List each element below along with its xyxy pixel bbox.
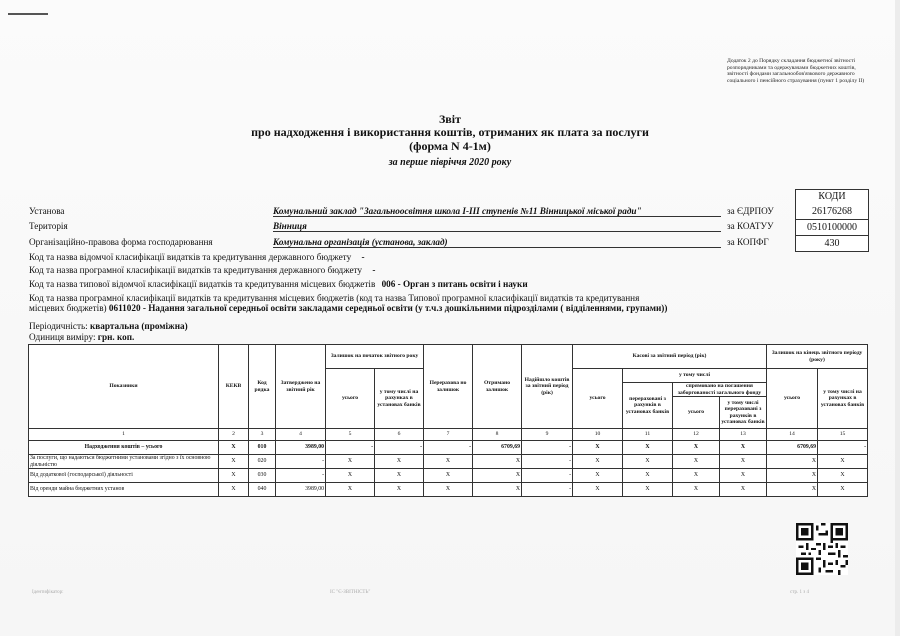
classifier-line-4b [29,303,667,313]
territory-label: Територія [29,221,68,231]
table-cell: - [424,441,473,455]
page-edge [895,0,900,636]
column-number: 14 [767,429,818,441]
table-cell: - [326,441,375,455]
org-form-label: Організаційно-правова форма господарювання [29,237,213,247]
kopfg-label: за КОПФГ [727,237,769,247]
table-cell: Х [326,483,375,497]
column-number: 4 [276,429,326,441]
table-cell: Х [767,455,818,469]
classifier-line-1 [29,252,365,262]
table-cell: Х [573,483,623,497]
th-start-total: усього [326,369,375,429]
footer-id: Ідентифікатор: [32,590,64,595]
table-cell: Х [818,455,868,469]
table-row [29,483,868,497]
footer-system: ІС "Є-ЗВІТНІСТЬ" [330,590,371,595]
table-cell: Х [623,483,673,497]
footer-page: стр. 1 з 4 [790,590,809,595]
th-spent: спрямовано на погашення заборгованості загального фонду [673,383,767,397]
table-cell: Х [720,483,767,497]
table-cell: 3989,00 [276,441,326,455]
table-cell: Х [720,441,767,455]
row-label: Надходження коштів – усього [29,441,219,455]
report-period: за перше півріччя 2020 року [388,157,512,168]
report-form-number: (форма N 4-1м) [409,139,491,153]
th-transferred: перераховані з рахунків в установах банків [623,383,673,429]
th-indicators: Показники [29,345,219,429]
unit [29,332,134,342]
column-number: 9 [522,429,573,441]
classifier-4-prefix: місцевих бюджетів) [29,303,107,313]
table-cell: Х [673,441,720,455]
column-number: 10 [573,429,623,441]
th-start-bank: у тому числі на рахунках в установах банків [375,369,424,429]
classifier-line-3 [29,279,528,289]
table-cell: Х [720,455,767,469]
table-cell: - [522,441,573,455]
table-cell: Х [326,455,375,469]
classifier-1-label: Код та назва відомчої класифікації видатків та кредитування державного бюджету [29,252,352,262]
table-cell: Х [720,469,767,483]
column-number: 6 [375,429,424,441]
column-number: 15 [818,429,868,441]
th-end-balance: Залишок на кінець звітного періоду (року) [767,345,868,369]
th-transfer: Перерахова но залишок [424,345,473,429]
th-start-balance: Залишок на початок звітного року [326,345,424,369]
table-cell: Х [473,483,522,497]
table-cell: 020 [249,455,276,469]
katottg-label: за КОАТУУ [727,221,774,231]
table-cell: - [276,469,326,483]
table-cell: 3989,00 [276,483,326,497]
table-cell: Х [473,455,522,469]
table-cell: - [522,483,573,497]
classifier-3-label: Код та назва типової відомчої класифікації видатків та кредитування місцевих бюджетів [29,279,376,289]
unit-label: Одиниця виміру: [29,332,96,342]
th-end-total: усього [767,369,818,429]
th-end-bank: у тому числі на рахунках в установах банків [818,369,868,429]
table-cell: 6709,69 [473,441,522,455]
table-cell: - [375,441,424,455]
report-title: Звіт [438,112,462,126]
code-kopfg: 430 [824,238,840,249]
code-katottg: 0510100000 [796,220,868,236]
table-cell: Х [673,455,720,469]
classifier-2-value: - [372,265,376,275]
table-cell: Х [219,483,249,497]
table-cell: Х [818,469,868,483]
th-incl: у тому числі [623,369,767,383]
classifier-1-value: - [361,252,365,262]
column-number: 2 [219,429,249,441]
table-cell: Х [767,469,818,483]
table-cell: Х [219,469,249,483]
table-cell: Х [375,469,424,483]
org-form-value: Комунальна організація (установа, заклад) [273,237,721,248]
th-kekv: КЕКВ [219,345,249,429]
edrpou-label: за ЄДРПОУ [727,206,774,216]
table-cell: Х [623,441,673,455]
scan-mark [8,13,48,15]
code-edrpou: 26176268 [796,204,868,220]
territory-value: Вінниця [273,221,721,232]
codes-column [795,204,869,252]
table-row [29,455,868,469]
institution-value: Комунальний заклад "Загальноосвітня школа І-ІІІ ступенів №11 Вінницької міської ради" [273,206,721,217]
column-number: 7 [424,429,473,441]
column-number: 5 [326,429,375,441]
th-code: Код рядка [249,345,276,429]
table-cell: Х [219,455,249,469]
table-cell: Х [623,455,673,469]
classifier-3-value: 006 - Орган з питань освіти і науки [381,279,528,289]
table-cell: Х [767,483,818,497]
table-cell: Х [219,441,249,455]
classifier-2-label: Код та назва програмної класифікації видатків та кредитування державного бюджету [29,265,363,275]
qr-code-icon [796,523,848,575]
th-income: Надійшло коштів за звітний період (рік) [522,345,573,429]
table-cell: Х [573,469,623,483]
column-number: 1 [29,429,219,441]
table-cell: Х [573,455,623,469]
periodicity-value: квартальна (проміжна) [90,321,188,331]
column-number: 13 [720,429,767,441]
row-label: За послуги, що надаються бюджетними установами згідно з їх основною діяльністю [29,455,219,469]
table-cell: - [522,455,573,469]
report-table [28,344,868,497]
table-cell: 040 [249,483,276,497]
table-cell: 030 [249,469,276,483]
table-cell: Х [473,469,522,483]
column-number: 3 [249,429,276,441]
table-cell: Х [375,483,424,497]
table-row [29,469,868,483]
table-cell: - [276,455,326,469]
classifier-line-4a: Код та назва програмної класифікації видатків та кредитування місцевих бюджетів (код та назва Типової програмної класифікації видатків та кредитування [29,293,640,303]
periodicity-label: Періодичність: [29,321,88,331]
codes-header: КОДИ [795,189,869,205]
table-cell: 6709,69 [767,441,818,455]
appendix-note: Додаток 2 до Порядку складання бюджетної звітності розпорядниками та одержувачами бюджетних коштів, звітності фондами загальнообов'язкового державного соціального і пенсійного страхування (пункт 1 розділу II) [727,58,865,84]
row-label: Від додаткової (господарської) діяльності [29,469,219,483]
th-received: Отримано залишок [473,345,522,429]
table-cell: Х [375,455,424,469]
column-number: 11 [623,429,673,441]
table-cell: Х [326,469,375,483]
table-cell: - [522,469,573,483]
table-cell: Х [424,455,473,469]
row-label: Від оренди майна бюджетних установ [29,483,219,497]
table-cell: Х [424,483,473,497]
table-cell: Х [573,441,623,455]
th-spent-total: усього [673,397,720,429]
institution-label: Установа [29,206,65,216]
unit-value: грн. коп. [97,332,135,342]
th-spent-bank: у тому числі перераховані з рахунків в установах банків [720,397,767,429]
table-row [29,441,868,455]
table-cell: Х [623,469,673,483]
table-cell: 010 [249,441,276,455]
column-number: 8 [473,429,522,441]
th-approved: Затверджено на звітний рік [276,345,326,429]
column-numbers-row [29,429,868,441]
periodicity [29,321,188,331]
table-cell: Х [673,469,720,483]
table-cell: Х [818,483,868,497]
report-subtitle: про надходження і використання коштів, отриманих як плата за послуги [251,125,649,139]
table-cell: Х [673,483,720,497]
table-cell: Х [424,469,473,483]
th-cash: Касові за звітний період (рік) [573,345,767,369]
table-cell: - [818,441,868,455]
table-body [29,441,868,497]
th-cash-total: усього [573,369,623,429]
classifier-4-value: 0611020 - Надання загальної середньої освіти закладами середньої освіти (у т.ч.з дошкільними підрозділами ( відділеннями, групами)) [108,303,668,313]
classifier-line-2 [29,265,375,275]
column-number: 12 [673,429,720,441]
